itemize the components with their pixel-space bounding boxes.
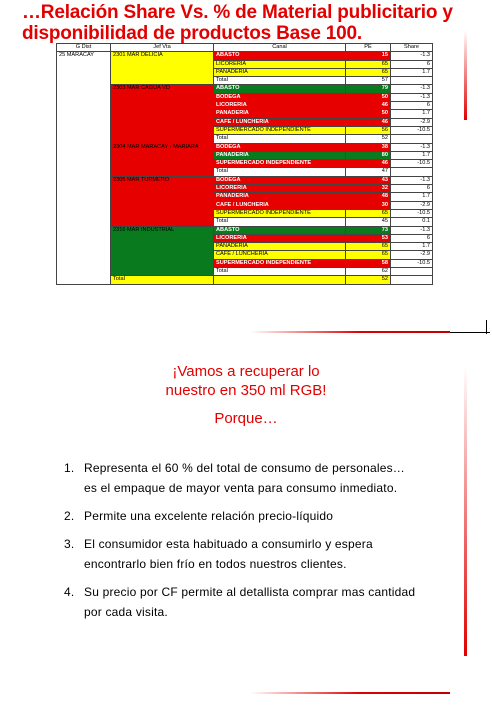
pe-cell: 57 <box>346 77 391 85</box>
pe-cell: 30 <box>346 201 391 209</box>
pe-cell: 73 <box>346 226 391 234</box>
canal-cell: Total <box>214 168 346 176</box>
grand-total-label: Total <box>111 276 214 284</box>
canal-cell: Total <box>214 218 346 226</box>
jef-cell: 2305 MAR TURMERO <box>111 176 214 226</box>
pe-cell: 15 <box>346 52 391 60</box>
table-row <box>57 226 433 234</box>
table-header-row <box>57 44 433 52</box>
heading-line-2: nuestro en 350 ml RGB! <box>165 382 327 399</box>
share-cell: 0.1 <box>391 218 433 226</box>
column-header: G Dist <box>57 44 111 52</box>
grand-total-row <box>57 276 433 284</box>
share-cell: -2.9 <box>391 118 433 126</box>
pe-cell: 38 <box>346 143 391 151</box>
canal-cell: SUPERMERCADO INDEPENDIENTE <box>214 259 346 267</box>
share-cell: 6 <box>391 102 433 110</box>
share-cell <box>391 135 433 143</box>
pe-cell: 65 <box>346 243 391 251</box>
canal-cell: PANADERÍA <box>214 110 346 118</box>
share-cell: -2.9 <box>391 251 433 259</box>
share-cell: -2.9 <box>391 201 433 209</box>
share-cell <box>391 268 433 276</box>
column-header: Share <box>391 44 433 52</box>
canal-cell: Total <box>214 135 346 143</box>
pe-cell: 65 <box>346 251 391 259</box>
canal-cell: LICORERÍA <box>214 185 346 193</box>
canal-cell: BODEGA <box>214 93 346 101</box>
canal-cell: SUPERMERCADO INDEPENDIENTE <box>214 209 346 217</box>
slide-share-table <box>0 0 492 345</box>
canal-cell: SUPERMERCADO INDEPENDIENTE <box>214 126 346 134</box>
share-cell: -10.5 <box>391 160 433 168</box>
column-header: PE <box>346 44 391 52</box>
pe-cell: 32 <box>346 185 391 193</box>
canal-cell: PANADERÍA <box>214 193 346 201</box>
slide-underline <box>250 331 450 333</box>
pe-cell: 65 <box>346 60 391 68</box>
canal-cell: LICORERÍA <box>214 102 346 110</box>
share-cell <box>391 168 433 176</box>
pe-cell: 46 <box>346 102 391 110</box>
subheading: Porque… <box>214 410 278 427</box>
share-cell: 1.7 <box>391 243 433 251</box>
share-cell: -1.3 <box>391 143 433 151</box>
table-row <box>57 52 433 60</box>
slide-title: …Relación Share Vs. % de Material publicitario y disponibilidad de productos Base 100. <box>22 2 453 44</box>
slide-recover <box>0 346 492 716</box>
share-cell: -1.3 <box>391 176 433 184</box>
pe-cell: 50 <box>346 110 391 118</box>
grand-total-share <box>391 276 433 284</box>
pe-cell: 79 <box>346 85 391 93</box>
share-cell: 1.7 <box>391 110 433 118</box>
pe-cell: 65 <box>346 68 391 76</box>
share-cell: 1.7 <box>391 193 433 201</box>
canal-cell: PANADERÍA <box>214 151 346 159</box>
pe-cell: 62 <box>346 268 391 276</box>
jef-cell: 2303 MAR CAGUA VD <box>111 85 214 143</box>
jef-cell: 2316 MAR INDUSTRIAL <box>111 226 214 276</box>
share-cell <box>391 77 433 85</box>
canal-cell: CAFÉ / LUNCHERÍA <box>214 251 346 259</box>
share-cell: 6 <box>391 185 433 193</box>
jef-cell: 2301 MAR DELICIA <box>111 52 214 85</box>
pe-cell: 50 <box>346 93 391 101</box>
share-cell: -10.5 <box>391 209 433 217</box>
pe-cell: 53 <box>346 234 391 242</box>
reasons-list <box>48 458 418 630</box>
list-item: 4. Su precio por CF permite al detallista comprar mas cantidad por cada visita. <box>78 582 418 622</box>
slide-underline-2 <box>250 692 450 694</box>
grand-total-spacer <box>214 276 346 284</box>
pe-cell: 48 <box>346 193 391 201</box>
share-cell: 1.7 <box>391 151 433 159</box>
canal-cell: SUPERMERCADO INDEPENDIENTE <box>214 160 346 168</box>
canal-cell: BODEGA <box>214 143 346 151</box>
table-row <box>57 176 433 184</box>
pe-cell: 56 <box>346 126 391 134</box>
column-header: Jef Vta <box>111 44 214 52</box>
canal-cell: PANADERÍA <box>214 243 346 251</box>
pe-cell: 65 <box>346 209 391 217</box>
share-cell: 6 <box>391 60 433 68</box>
pe-cell: 46 <box>346 160 391 168</box>
canal-cell: ABASTO <box>214 52 346 60</box>
canal-cell: CAFÉ / LUNCHERÍA <box>214 118 346 126</box>
share-cell: -10.5 <box>391 126 433 134</box>
grand-total-pe: 52 <box>346 276 391 284</box>
accent-bar <box>464 30 467 120</box>
share-cell: -1.3 <box>391 226 433 234</box>
pe-cell: 80 <box>346 151 391 159</box>
pe-cell: 46 <box>346 118 391 126</box>
jef-cell: 2304 MAR MARACAY - MARIARA <box>111 143 214 176</box>
share-cell: -1.3 <box>391 93 433 101</box>
share-cell: -10.5 <box>391 259 433 267</box>
slide-underline-end <box>450 332 490 333</box>
heading-line-1: ¡Vamos a recuperar lo <box>172 363 320 380</box>
canal-cell: LICORERÍA <box>214 234 346 242</box>
canal-cell: ABASTO <box>214 226 346 234</box>
canal-cell: Total <box>214 268 346 276</box>
pe-cell: 45 <box>346 218 391 226</box>
canal-cell: LICORERÍA <box>214 60 346 68</box>
table-row <box>57 85 433 93</box>
list-item: 2. Permite una excelente relación precio-líquido <box>78 506 418 526</box>
slide-corner <box>486 320 487 334</box>
canal-cell: PANADERÍA <box>214 68 346 76</box>
pe-cell: 52 <box>346 135 391 143</box>
share-cell: -1.3 <box>391 85 433 93</box>
list-item: 3. El consumidor esta habituado a consumirlo y espera encontrarlo bien frío en todos nuestros clientes. <box>78 534 418 574</box>
pe-cell: 47 <box>346 168 391 176</box>
share-cell: 1.7 <box>391 68 433 76</box>
list-item: 1. Representa el 60 % del total de consumo de personales… es el empaque de mayor venta para consumo inmediato. <box>78 458 418 498</box>
share-cell: -1.3 <box>391 52 433 60</box>
pe-cell: 43 <box>346 176 391 184</box>
share-table <box>56 43 433 285</box>
pe-cell: 58 <box>346 259 391 267</box>
district-cell: 25 MARACAY <box>57 52 111 284</box>
table-row <box>57 143 433 151</box>
canal-cell: BODEGA <box>214 176 346 184</box>
canal-cell: ABASTO <box>214 85 346 93</box>
canal-cell: CAFÉ / LUNCHERÍA <box>214 201 346 209</box>
column-header: Canal <box>214 44 346 52</box>
share-cell: 6 <box>391 234 433 242</box>
canal-cell: Total <box>214 77 346 85</box>
